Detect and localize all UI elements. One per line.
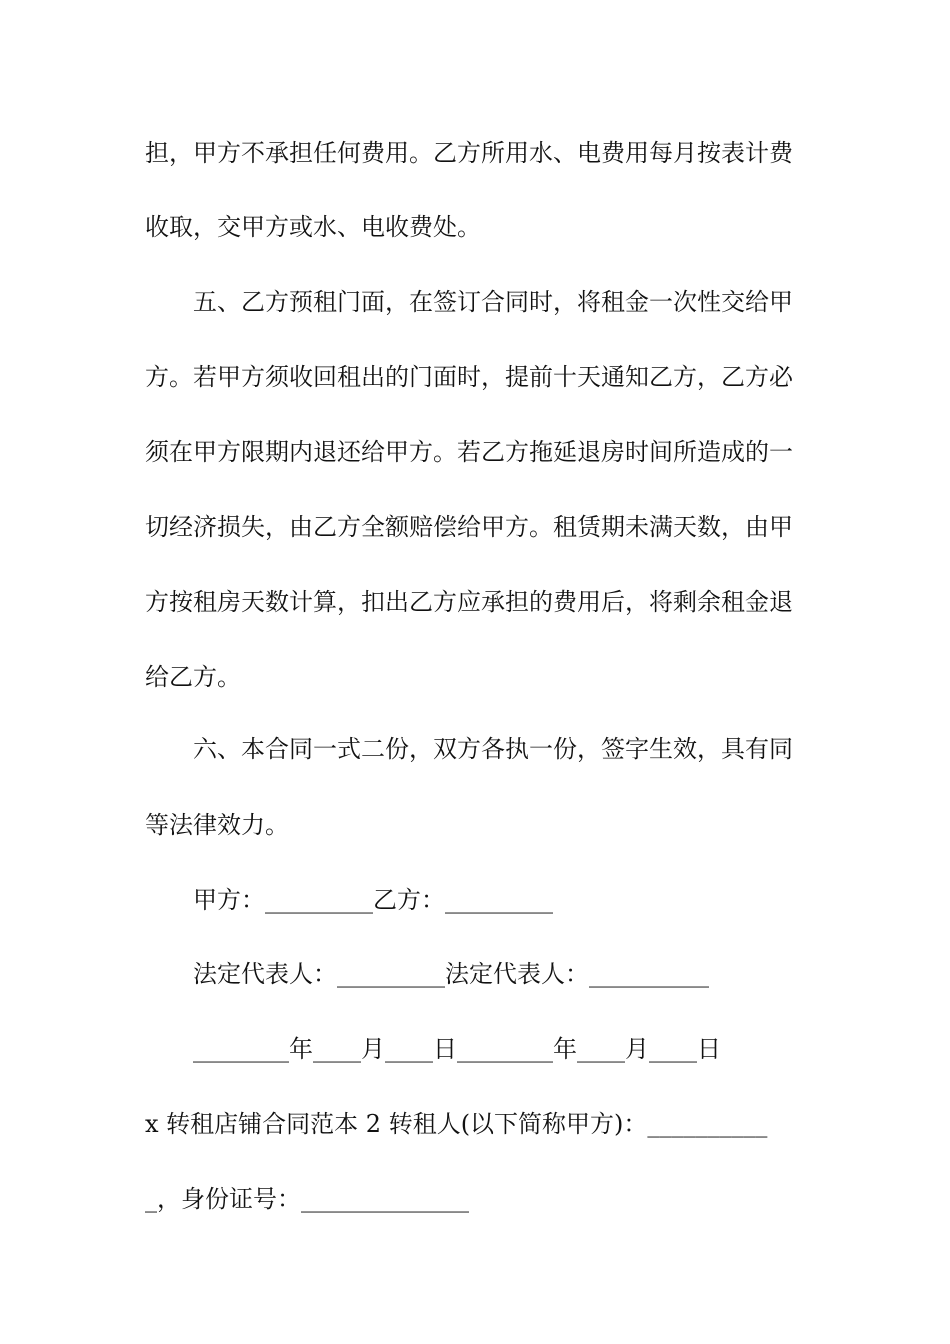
date-line: ________年____月____日________年____月____日 bbox=[193, 1035, 721, 1063]
party-signature-line: 甲方：_________乙方：_________ bbox=[193, 886, 553, 914]
paragraph-line: 等法律效力。 bbox=[145, 811, 289, 839]
paragraph-line: 切经济损失，由乙方全额赔偿给甲方。租赁期未满天数，由甲 bbox=[145, 513, 793, 541]
paragraph-line: 须在甲方限期内退还给甲方。若乙方拖延退房时间所造成的一 bbox=[145, 438, 793, 466]
template-2-heading-line: x 转租店铺合同范本 2 转租人(以下简称甲方)：__________ bbox=[145, 1110, 768, 1138]
paragraph-line: 给乙方。 bbox=[145, 663, 241, 691]
paragraph-line: 方。若甲方须收回租出的门面时，提前十天通知乙方，乙方必 bbox=[145, 363, 793, 391]
representative-signature-line: 法定代表人：_________法定代表人：__________ bbox=[193, 960, 709, 988]
paragraph-line: 收取，交甲方或水、电收费处。 bbox=[145, 213, 481, 241]
clause-five-start: 五、乙方预租门面，在签订合同时，将租金一次性交给甲 bbox=[193, 288, 793, 316]
clause-six-start: 六、本合同一式二份，双方各执一份，签字生效，具有同 bbox=[193, 735, 793, 763]
id-number-line: _，身份证号：______________ bbox=[145, 1185, 469, 1213]
paragraph-line: 担，甲方不承担任何费用。乙方所用水、电费用每月按表计费 bbox=[145, 139, 793, 167]
paragraph-line: 方按租房天数计算，扣出乙方应承担的费用后，将剩余租金退 bbox=[145, 588, 793, 616]
